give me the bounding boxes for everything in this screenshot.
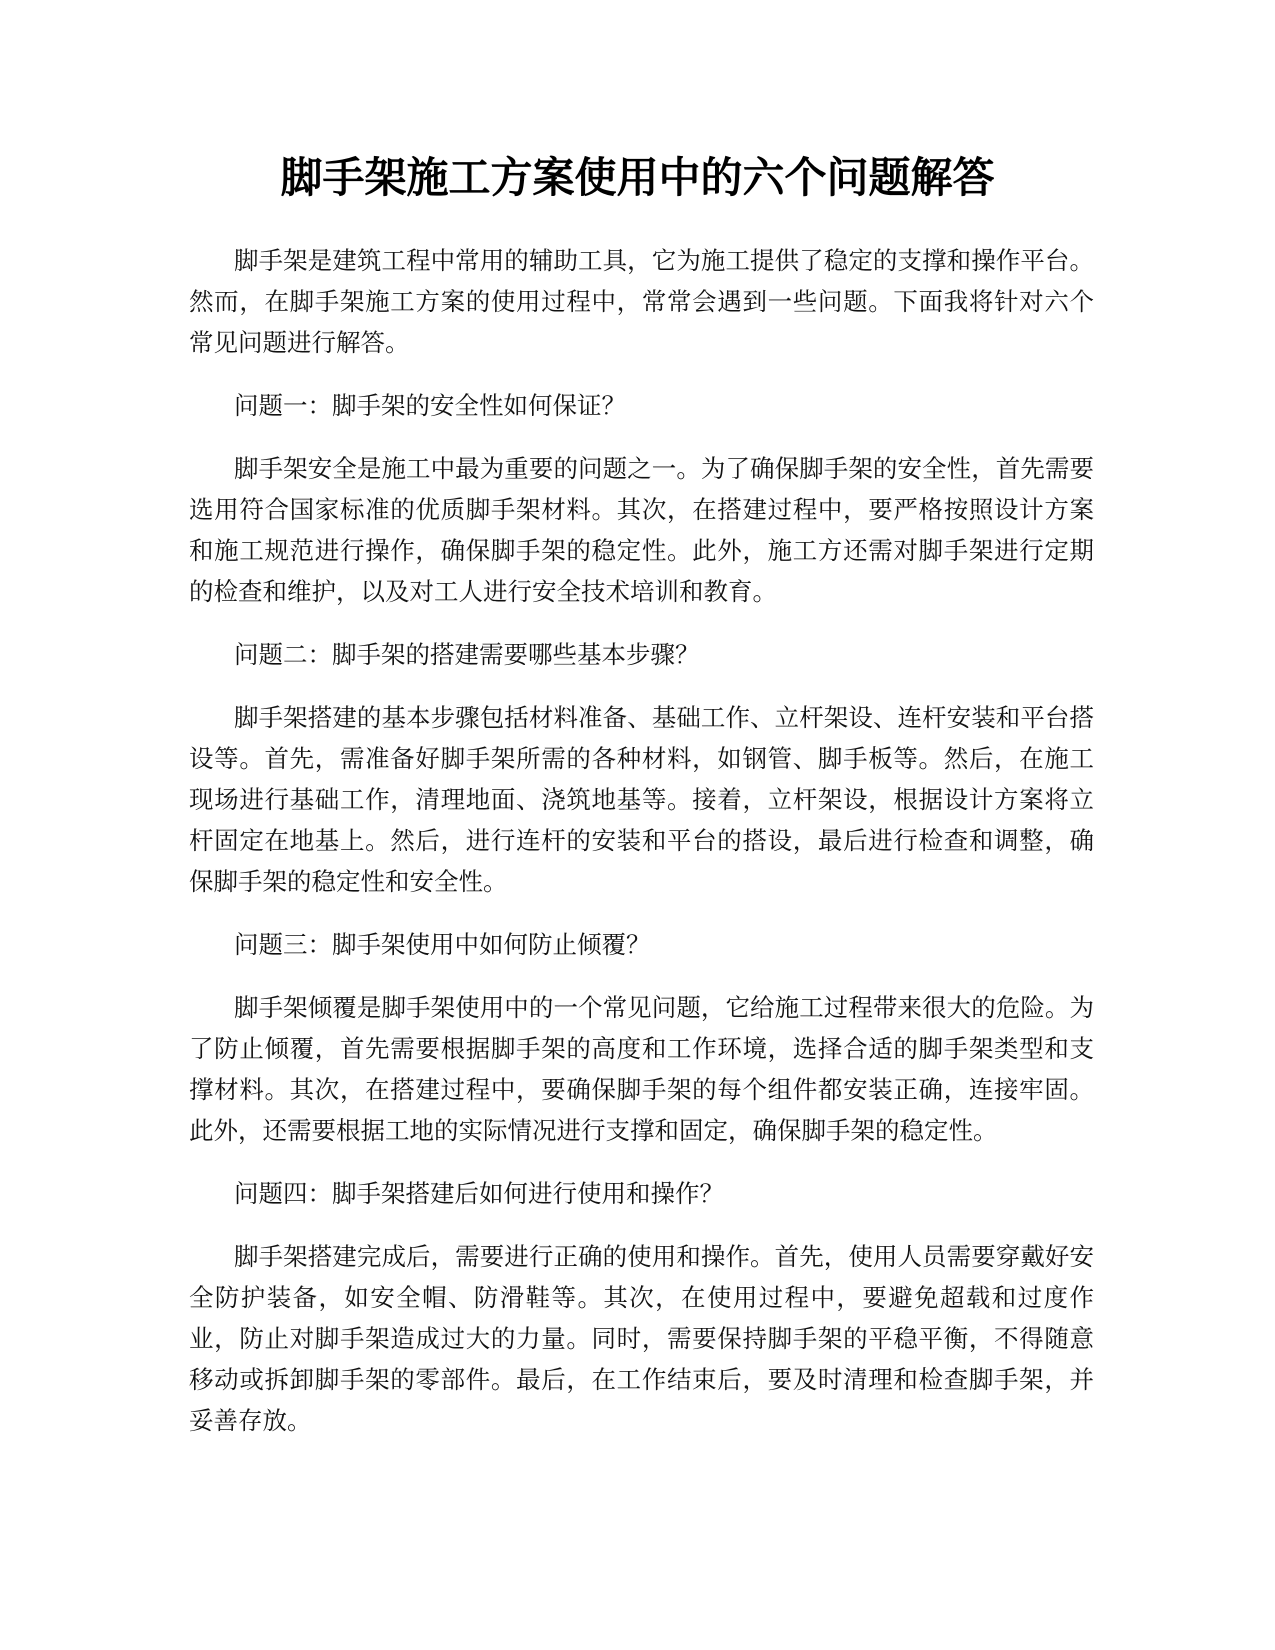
- question-2-heading: 问题二：脚手架的搭建需要哪些基本步骤？: [234, 640, 700, 669]
- question-4-heading: 问题四：脚手架搭建后如何进行使用和操作？: [234, 1179, 724, 1208]
- question-1-heading: 问题一：脚手架的安全性如何保证？: [234, 391, 626, 420]
- question-3-heading: 问题三：脚手架使用中如何防止倾覆？: [234, 930, 651, 959]
- answer-2-paragraph: 脚手架搭建的基本步骤包括材料准备、基础工作、立杆架设、连杆安装和平台搭设等。首先，需准备好脚手架所需的各种材料，如钢管、脚手板等。然后，在施工现场进行基础工作，清理地面、浇筑地基等。接着，立杆架设，根据设计方案将立杆固定在地基上。然后，进行连杆的安装和平台的搭设，最后进行检查和调整，确保脚手架的稳定性和安全性。: [189, 703, 1094, 896]
- answer-1-paragraph: 脚手架安全是施工中最为重要的问题之一。为了确保脚手架的安全性，首先需要选用符合国家标准的优质脚手架材料。其次，在搭建过程中，要严格按照设计方案和施工规范进行操作，确保脚手架的稳定性。此外，施工方还需对脚手架进行定期的检查和维护，以及对工人进行安全技术培训和教育。: [189, 454, 1094, 606]
- answer-3-paragraph: 脚手架倾覆是脚手架使用中的一个常见问题，它给施工过程带来很大的危险。为了防止倾覆，首先需要根据脚手架的高度和工作环境，选择合适的脚手架类型和支撑材料。其次，在搭建过程中，要确保脚手架的每个组件都安装正确，连接牢固。此外，还需要根据工地的实际情况进行支撑和固定，确保脚手架的稳定性。: [189, 993, 1094, 1145]
- document-title: 脚手架施工方案使用中的六个问题解答: [280, 153, 995, 202]
- answer-4-paragraph: 脚手架搭建完成后，需要进行正确的使用和操作。首先，使用人员需要穿戴好安全防护装备，如安全帽、防滑鞋等。其次，在使用过程中，要避免超载和过度作业，防止对脚手架造成过大的力量。同时，需要保持脚手架的平稳平衡，不得随意移动或拆卸脚手架的零部件。最后，在工作结束后，要及时清理和检查脚手架，并妥善存放。: [189, 1242, 1094, 1435]
- document-body: [189, 240, 1094, 1463]
- intro-paragraph: 脚手架是建筑工程中常用的辅助工具，它为施工提供了稳定的支撑和操作平台。然而，在脚手架施工方案的使用过程中，常常会遇到一些问题。下面我将针对六个常见问题进行解答。: [189, 246, 1094, 357]
